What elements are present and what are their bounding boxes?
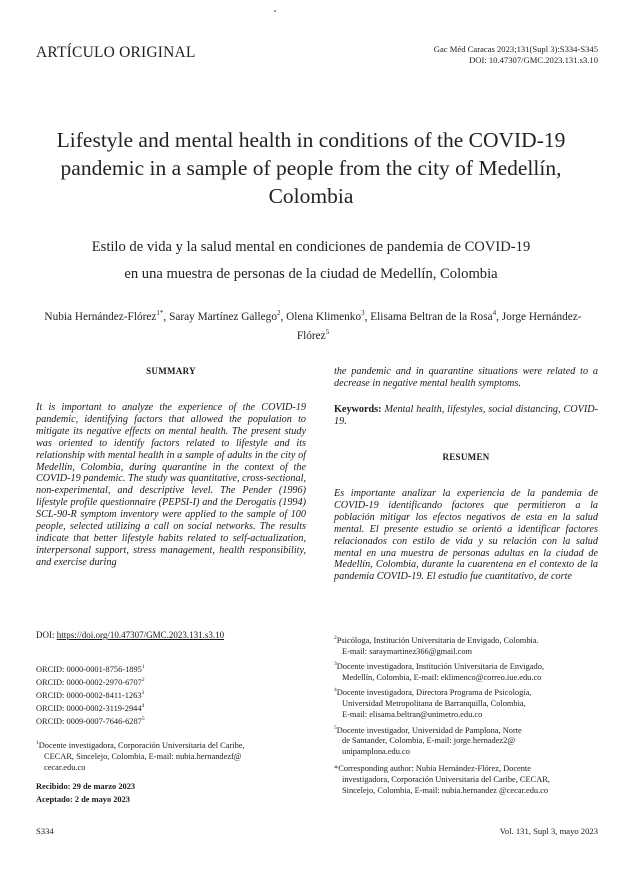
author-list xyxy=(34,306,592,344)
resumen-text: Es importante analizar la experiencia de la pandemia de COVID-19 identificando factores que permitieron a la población mitigar los efectos negativos de esta en la salud mental. El presente estudio se orientó a identificar factores relacionados con estilo de vida y su relación con la salud mental en una muestra de personas adultas en la ciudad de Medellín, Colombia, durante la cuarentena en el contexto de la pandemia COVID-19. El estudio fue cuantitativo, de corte xyxy=(334,488,598,583)
affiliation-4: $^4$Docente investigadora, Directora Programa de Psicología, Universidad Metropolitana de Barranquilla, Colombia, E-mail: elisama.beltran@unimetro.edu.co xyxy=(334,687,532,720)
header-doi: DOI: 10.47307/GMC.2023.131.s3.10 xyxy=(469,55,598,65)
journal-line: Gac Méd Caracas 2023;131(Supl 3):S334-S345 xyxy=(433,44,598,54)
orcid-list xyxy=(36,662,145,727)
author-4: Elisama Beltran de la Rosa$^4$, xyxy=(370,309,502,323)
received-date: Recibido: 29 de marzo 2023 xyxy=(36,782,136,791)
accepted-date: Aceptado: 2 de mayo 2023 xyxy=(36,795,130,804)
keywords-label: Keywords: xyxy=(334,404,382,415)
section-label: ARTÍCULO ORIGINAL xyxy=(36,44,196,61)
summary-continuation: the pandemic and in quarantine situations were related to a decrease in negative mental health symptoms. xyxy=(334,366,598,389)
title-es-line-1: Estilo de vida y la salud mental en condiciones de pandemia de COVID-19 xyxy=(91,239,531,255)
journal-citation xyxy=(434,44,598,66)
affiliation-5: $^5$Docente investigador, Universidad de Pamplona, Norte de Santander, Colombia, E-mail: jorge.hernadez2@ unipamplona.edu.co xyxy=(334,724,522,757)
affiliation-3: $^3$Docente investigadora, Institución Universitaria de Envigado, Medellín, Colombia, E-mail: eklimenco@correo.iue.edu.co xyxy=(334,661,544,682)
title-es-line-2: en una muestra de personas de la ciudad de Medellín, Colombia xyxy=(124,266,498,282)
article-title-spanish xyxy=(30,234,592,288)
orcid-item[interactable]: ORCID: 0000-0002-8411-1263$^3$ xyxy=(36,690,145,700)
orcid-item[interactable]: ORCID: 0009-0007-7646-6287$^5$ xyxy=(36,716,145,726)
article-title-english: Lifestyle and mental health in conditions of the COVID-19 pandemic in a sample of people from the city of Medellín, Colombia xyxy=(56,128,566,208)
author-5: Jorge Hernández-Flórez$^5$ xyxy=(296,310,582,342)
summary-heading: SUMMARY xyxy=(146,366,196,376)
doi-link[interactable]: https://doi.org/10.47307/GMC.2023.131.s3.10 xyxy=(56,630,225,640)
article-doi xyxy=(36,630,224,640)
orcid-item[interactable]: ORCID: 0000-0001-8756-1895$^1$ xyxy=(36,664,145,674)
affiliations-list xyxy=(334,633,600,799)
scan-speck xyxy=(274,10,276,12)
affiliation-2: $^2$Psicóloga, Institución Universitaria de Envigado, Colombia. E-mail: saraymartinez366@gmail.com xyxy=(334,635,539,656)
resumen-heading: RESUMEN xyxy=(442,452,490,462)
doi-label: DOI: xyxy=(36,630,57,640)
volume-info: Vol. 131, Supl 3, mayo 2023 xyxy=(499,826,598,836)
article-dates xyxy=(36,780,135,806)
author-3: Olena Klimenko$^3$, xyxy=(286,309,371,323)
orcid-item[interactable]: ORCID: 0000-0002-3119-2944$^4$ xyxy=(36,703,145,713)
summary-text: It is important to analyze the experience of the COVID-19 pandemic, identifying factors that allowed the population to mitigate its negative effects on mental health. The present study was oriented to identify factors related to lifestyle and its relationship with mental health in a sample of adults in the city of Medellín, Colombia, during quarantine in the context of the COVID-19 pandemic. The study was quantitative, cross-sectional, non-experimental, and descriptive level. The Pender (1996) lifestyle profile questionnaire (PEPSI-I) and the Derogatis (1994) SCL-90-R symptom inventory were applied to the sample of 100 people, selected utilizing a call on social networks. The results indicate that better lifestyle habits related to self-actualization, interpersonal support, stress management, health responsibility, and exercise during xyxy=(36,402,306,568)
keywords-text: Mental health, lifestyles, social distancing, COVID-19. xyxy=(334,404,598,427)
keywords xyxy=(334,404,598,428)
orcid-item[interactable]: ORCID: 0000-0002-2970-6707$^2$ xyxy=(36,677,145,687)
affiliation-1: $^1$Docente investigadora, Corporación Universitaria del Caribe, CECAR, Sincelejo, Colombia, E-mail: nubia.hernandezf@ cecar.edu.co xyxy=(36,740,245,772)
page-number: S334 xyxy=(36,826,54,836)
author-2: Saray Martínez Gallego$^2$, xyxy=(169,309,287,323)
corresponding-author: *Corresponding author: Nubia Hernández-Flórez, Docente investigadora, Corporación Universitaria del Caribe, CECAR, Sincelejo, Colombia, E-mail: nubia.hernandez @cecar.edu.co xyxy=(334,764,550,796)
author-1: Nubia Hernández-Flórez$^{1*}$, xyxy=(44,309,170,323)
